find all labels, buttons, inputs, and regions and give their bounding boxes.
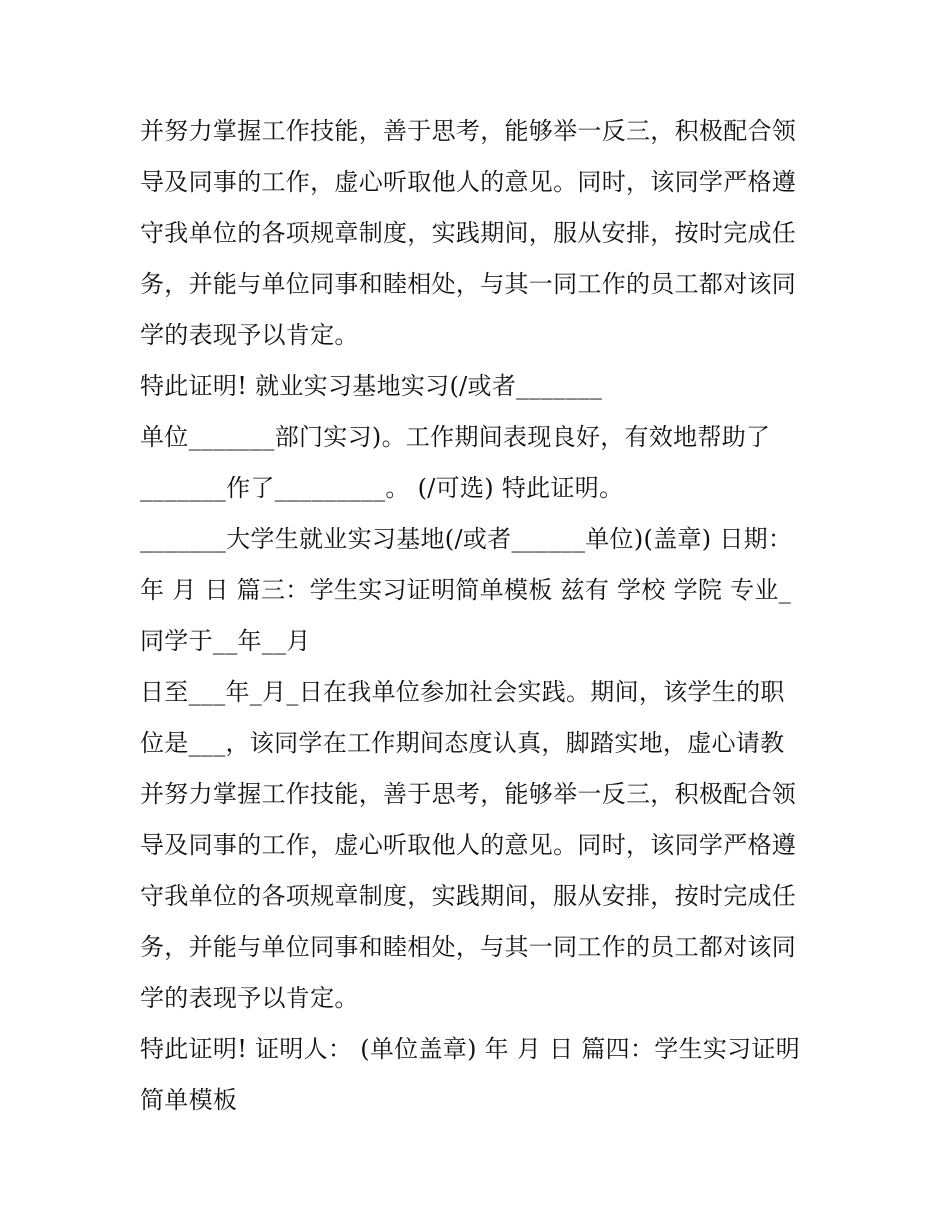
text-line: 单位_______部门实习)。工作期间表现良好，有效地帮助了	[140, 423, 771, 451]
text-line: 特此证明! 证明人： (单位盖章) 年 月 日 篇四：学生实习证明	[140, 1035, 801, 1063]
text-line: 务，并能与单位同事和睦相处，与其一同工作的员工都对该同	[140, 933, 797, 961]
text-line: 同学于__年__月	[140, 627, 311, 655]
text-line: 导及同事的工作，虚心听取他人的意见。同时，该同学严格遵	[140, 168, 797, 196]
text-line: 日至___年_月_日在我单位参加社会实践。期间，该学生的职	[140, 678, 785, 706]
text-line: 位是___，该同学在工作期间态度认真，脚踏实地，虚心请教	[140, 729, 785, 757]
text-line: 守我单位的各项规章制度，实践期间，服从安排，按时完成任	[140, 219, 797, 247]
text-line: 简单模板	[140, 1086, 238, 1114]
text-line: _______作了_________。 (/可选) 特此证明。	[140, 474, 624, 502]
text-line: _______大学生就业实习基地(/或者______单位)(盖章) 日期：	[140, 525, 793, 553]
text-line: 特此证明! 就业实习基地实习(/或者_______	[140, 372, 603, 400]
text-line: 学的表现予以肯定。	[140, 984, 359, 1012]
text-line: 守我单位的各项规章制度，实践期间，服从安排，按时完成任	[140, 882, 797, 910]
text-line: 学的表现予以肯定。	[140, 321, 359, 349]
text-line: 导及同事的工作，虚心听取他人的意见。同时，该同学严格遵	[140, 831, 797, 859]
body-text	[140, 106, 830, 1126]
text-line: 并努力掌握工作技能，善于思考，能够举一反三，积极配合领	[140, 780, 797, 808]
text-line: 务，并能与单位同事和睦相处，与其一同工作的员工都对该同	[140, 270, 797, 298]
text-line: 并努力掌握工作技能，善于思考，能够举一反三，积极配合领	[140, 117, 797, 145]
text-line: 年 月 日 篇三：学生实习证明简单模板 兹有 学校 学院 专业_	[140, 576, 792, 604]
